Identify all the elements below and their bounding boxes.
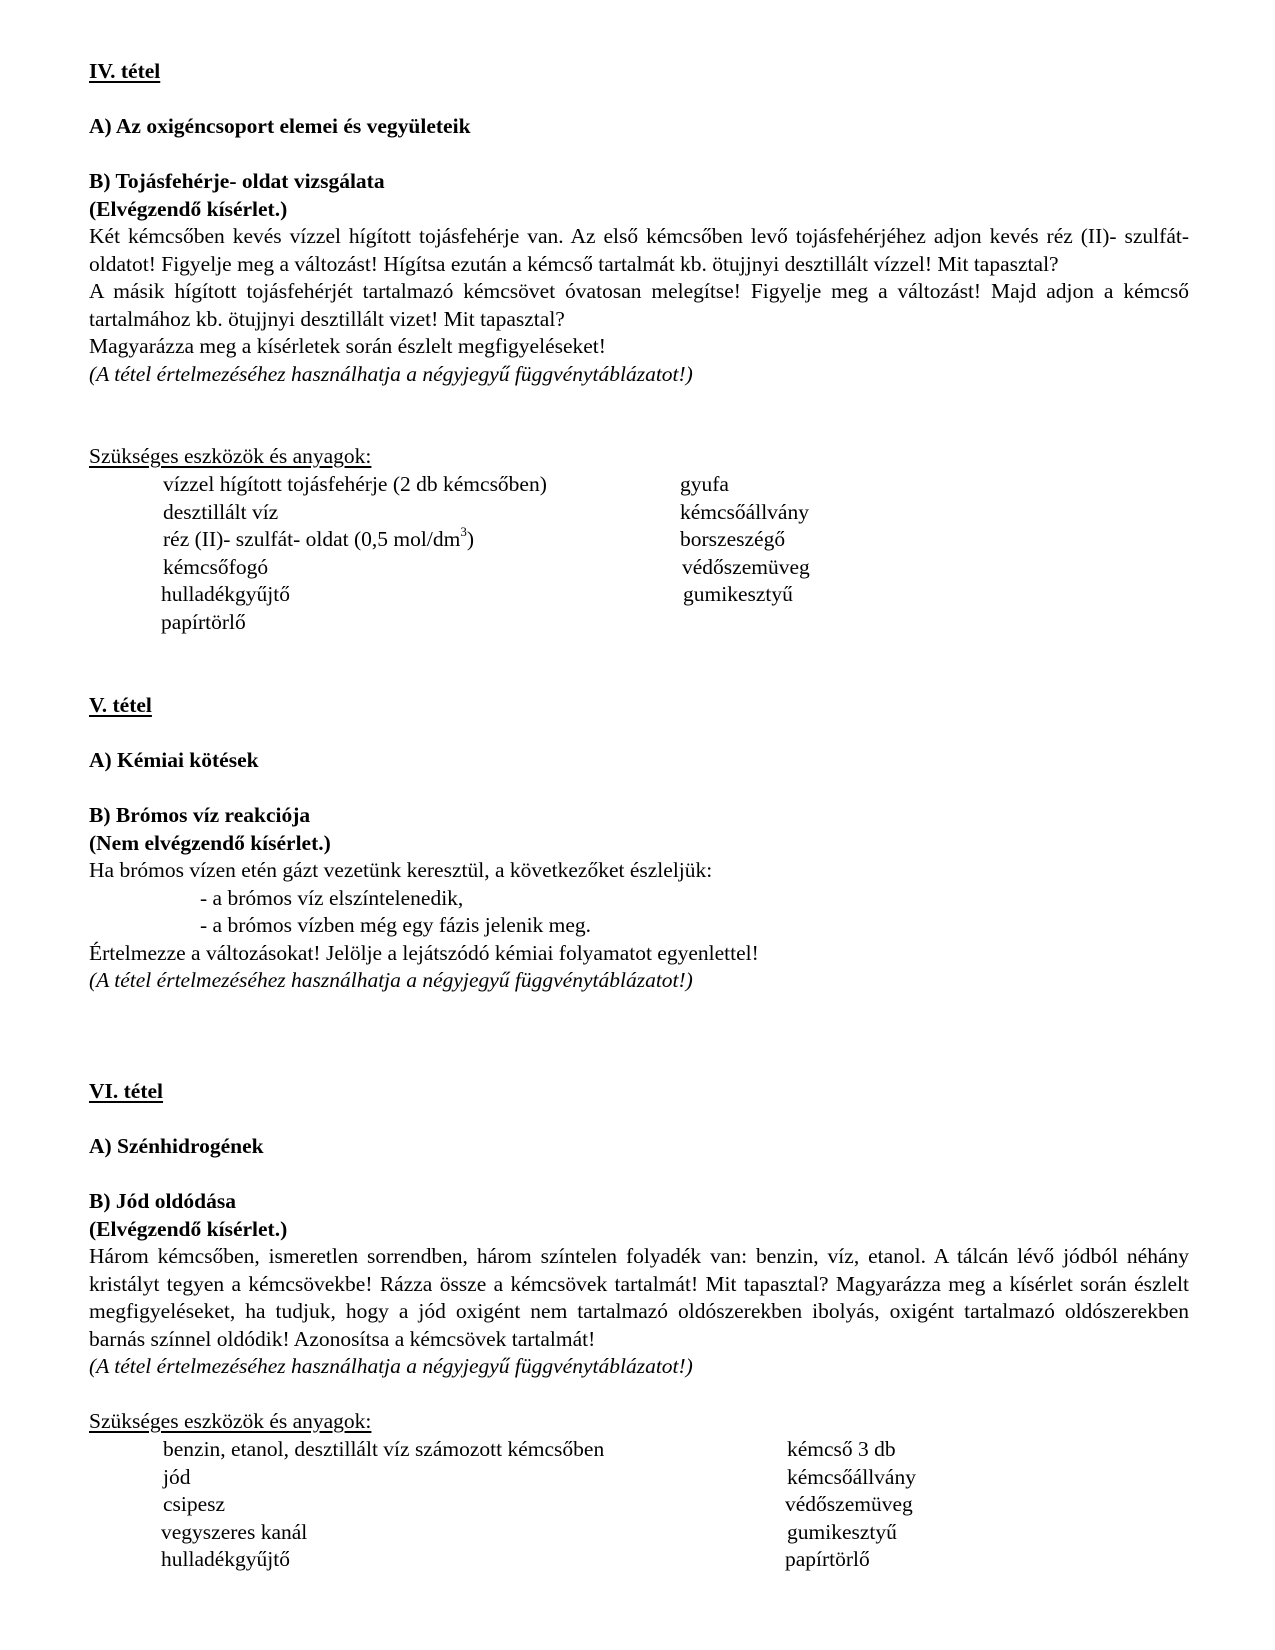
material-item: védőszemüveg — [785, 1492, 913, 1516]
material-item: gyufa — [680, 472, 729, 496]
section-iv-paragraph-1: Két kémcsőben kevés vízzel hígított tojásfehérje van. Az első kémcsőben levő tojásfehérjéhez adjon kevés réz (II)- szulfát- oldatot! Figyelje meg a változást! Hígítsa ezután a kémcső tartalmát kb. ötujjnyi desztillált vízzel! Mit tapasztal? — [89, 224, 1189, 276]
material-item: benzin, etanol, desztillált víz számozott kémcsőben — [163, 1437, 605, 1461]
material-item: borszeszégő — [680, 527, 786, 551]
section-iv-b-subheading: (Elvégzendő kísérlet.) — [89, 196, 288, 221]
section-v-title: V. tétel — [89, 693, 152, 717]
section-vi-title: VI. tétel — [89, 1079, 164, 1103]
material-item: hulladékgyűjtő — [161, 582, 290, 606]
material-item: réz (II)- szulfát- oldat (0,5 mol/$dm^3$) — [163, 523, 474, 551]
section-iv-b-heading: B) Tojásfehérje- oldat vizsgálata — [89, 169, 385, 193]
section-vi-materials-left — [163, 1436, 604, 1574]
section-iv-paragraph-3: Magyarázza meg a kísérletek során észlelt megfigyeléseket! — [89, 334, 606, 358]
section-iv-title: IV. tétel — [89, 59, 161, 83]
material-item: védőszemüveg — [682, 554, 810, 579]
section-vi-b-heading: B) Jód oldódása — [89, 1189, 236, 1213]
section-v-b-subheading: (Nem elvégzendő kísérlet.) — [89, 830, 331, 855]
material-item: gumikesztyű — [683, 582, 793, 606]
section-v-intro: Ha brómos vízen etén gázt vezetünk keresztül, a következőket észleljük: — [89, 858, 713, 882]
section-vi-b-subheading: (Elvégzendő kísérlet.) — [89, 1216, 288, 1241]
section-iv-a-heading: A) Az oxigéncsoport elemei és vegyületeik — [89, 114, 471, 138]
section-iv-body — [89, 223, 1189, 388]
section-vi-a-heading: A) Szénhidrogének — [89, 1134, 264, 1158]
section-iv-paragraph-2: A másik hígított tojásfehérjét tartalmazó kémcsövet óvatosan melegítse! Figyelje meg a változást! Majd adjon a kémcső tartalmához kb. ötujjnyi desztillált vizet! Mit tapasztal? — [89, 279, 1189, 331]
material-item: vegyszeres kanál — [161, 1519, 308, 1544]
section-iv-materials-right — [680, 471, 810, 609]
material-item: gumikesztyű — [787, 1519, 897, 1544]
material-item: jód — [163, 1464, 191, 1489]
material-item: papírtörlő — [161, 609, 246, 634]
section-v-a-heading: A) Kémiai kötések — [89, 748, 259, 772]
material-item: kémcsőfogó — [163, 554, 269, 579]
section-vi-materials-heading: Szükséges eszközök és anyagok: — [89, 1409, 372, 1433]
section-v-task: Értelmezze a változásokat! Jelölje a lejátszódó kémiai folyamatot egyenlettel! — [89, 940, 759, 965]
section-vi-body — [89, 1243, 1189, 1381]
material-item: desztillált víz — [163, 499, 279, 524]
section-iv-materials-left — [163, 471, 547, 636]
section-vi-note: (A tétel értelmezéséhez használhatja a négyjegyű függvénytáblázatot!) — [89, 1354, 693, 1378]
material-item: csipesz — [163, 1492, 226, 1516]
section-iv-note: (A tétel értelmezéséhez használhatja a négyjegyű függvénytáblázatot!) — [89, 361, 693, 386]
material-item: kémcsőállvány — [787, 1464, 916, 1489]
section-v-b-heading: B) Brómos víz reakciója — [89, 803, 311, 827]
section-v-note: (A tétel értelmezéséhez használhatja a négyjegyű függvénytáblázatot!) — [89, 968, 693, 992]
observation-item: - a brómos víz elszíntelenedik, — [200, 885, 464, 910]
material-item: papírtörlő — [785, 1547, 870, 1571]
observation-item: - a brómos vízben még egy fázis jelenik meg. — [200, 913, 592, 937]
section-vi-materials-right — [787, 1436, 916, 1574]
section-vi-paragraph: Három kémcsőben, ismeretlen sorrendben, három színtelen folyadék van: benzin, víz, etanol. A tálcán lévő jódból néhány kristályt tegyen a kémcsövekbe! Rázza össze a kémcsövek tartalmát! Mit tapasztal? Magyarázza meg a kísérlet során észlelt megfigyeléseket, ha tudjuk, hogy a jód oxigént nem tartalmazó oldószerekben ibolyás, oxigént tartalmazó oldószerekben barnás színnel oldódik! Azonosítsa a kémcsövek tartalmát! — [89, 1244, 1189, 1351]
material-item: kémcsőállvány — [680, 499, 809, 524]
material-item: kémcső 3 db — [787, 1437, 896, 1461]
section-iv-materials-heading: Szükséges eszközök és anyagok: — [89, 444, 372, 468]
material-item: hulladékgyűjtő — [161, 1547, 290, 1571]
material-item: vízzel hígított tojásfehérje (2 db kémcsőben) — [163, 472, 547, 496]
